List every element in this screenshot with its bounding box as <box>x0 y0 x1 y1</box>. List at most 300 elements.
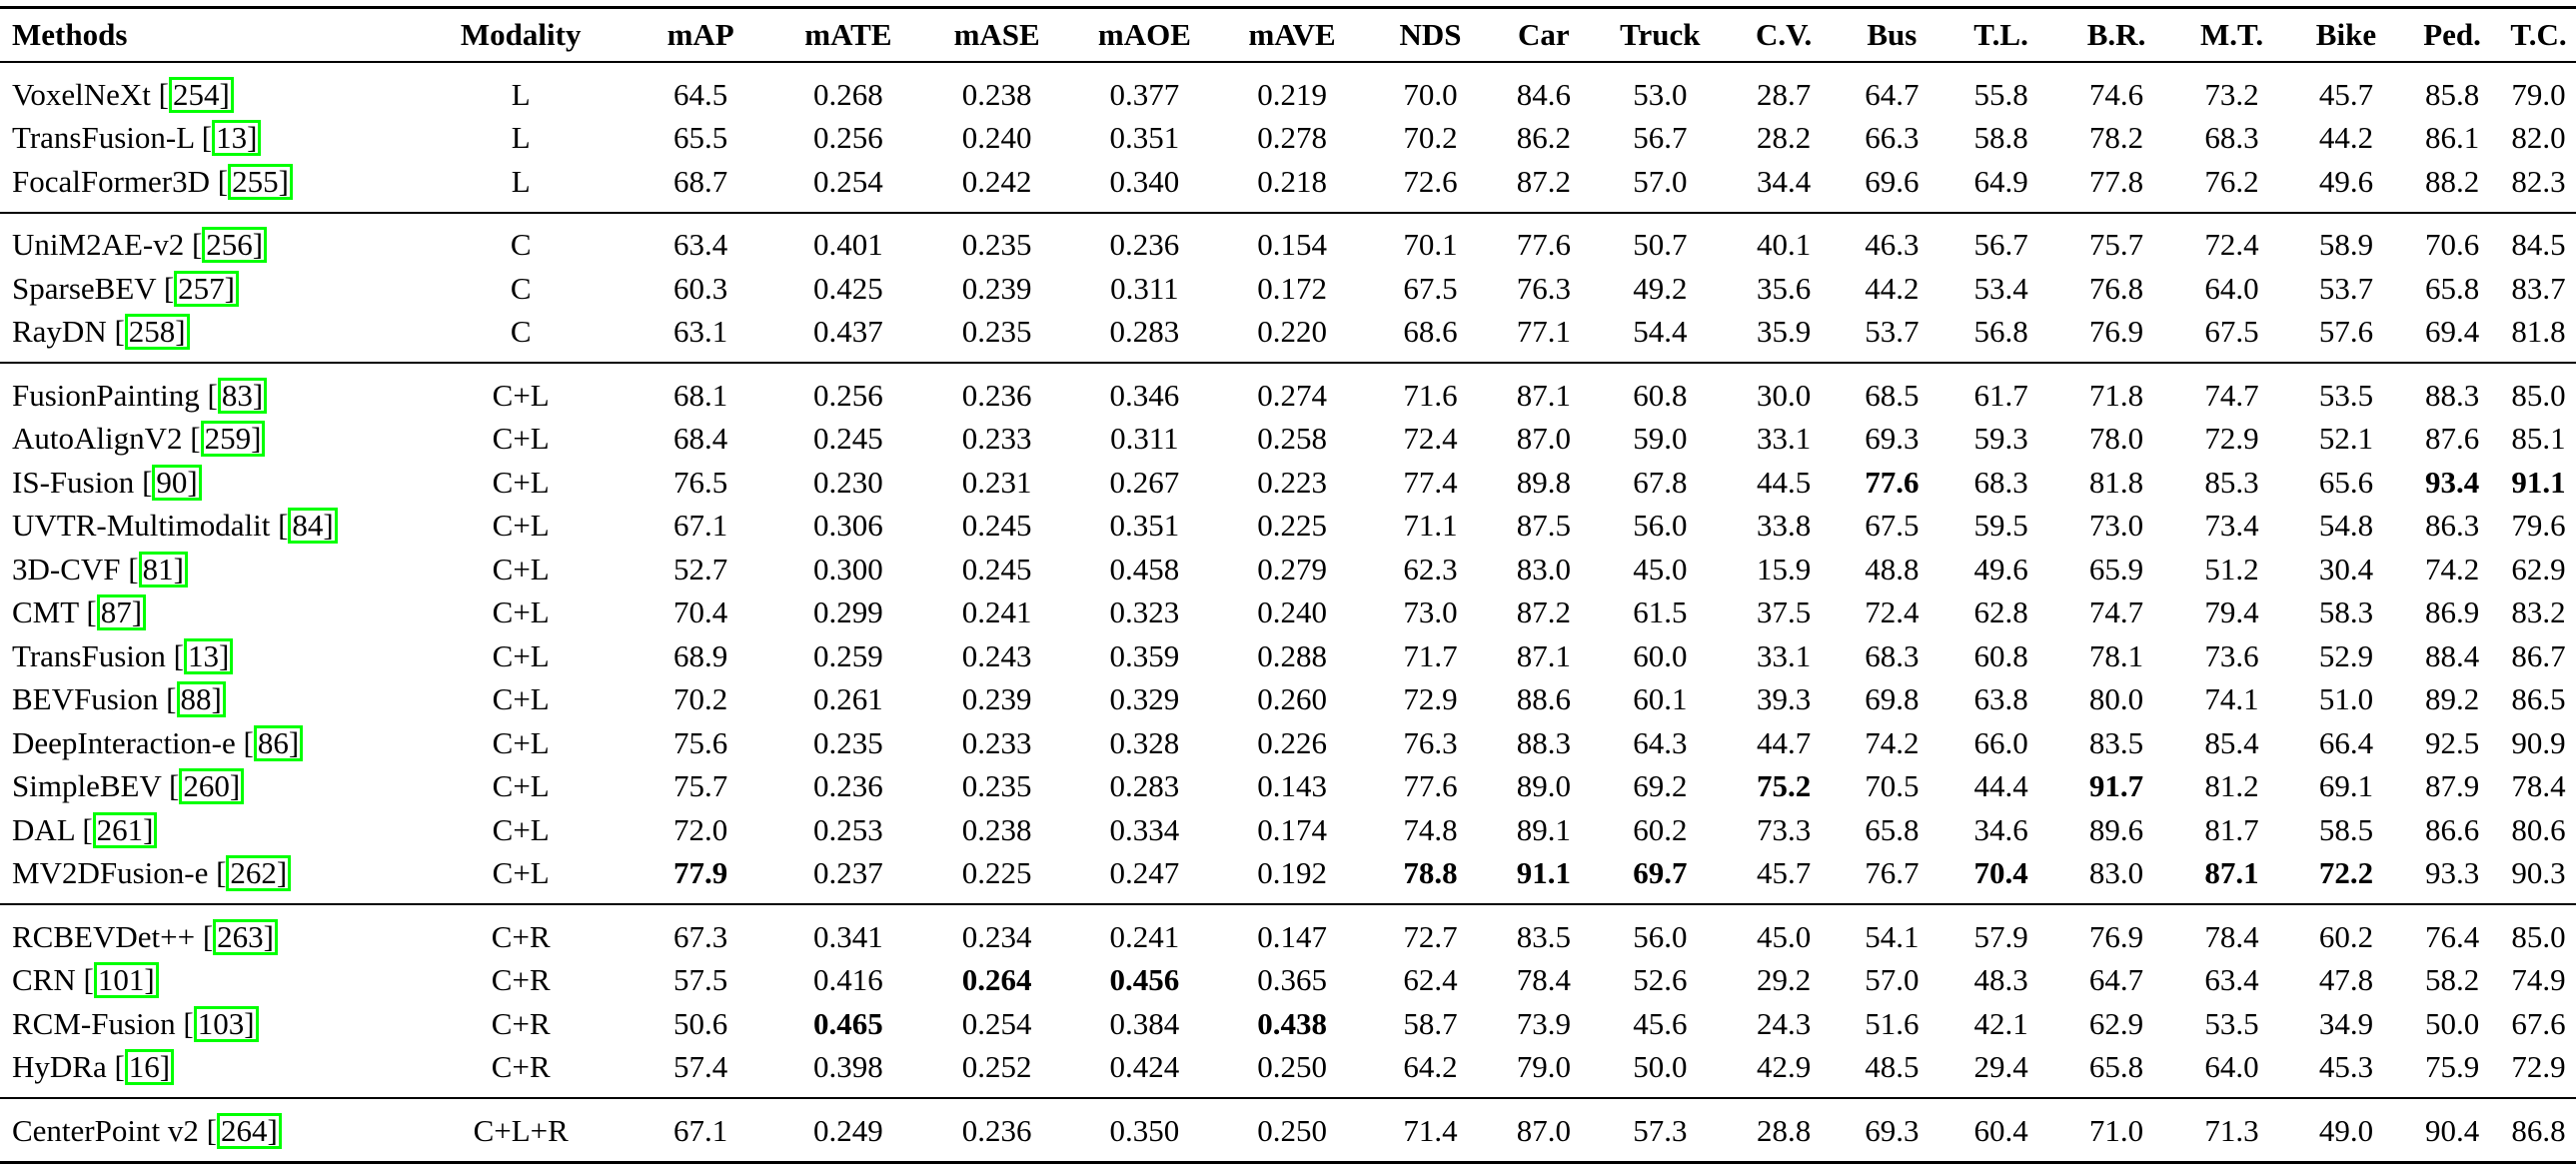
metric-cell-bus: 53.7 <box>1865 314 1920 350</box>
metric-cell-nds: 72.7 <box>1403 918 1458 954</box>
citation-link[interactable]: 259] <box>201 421 266 457</box>
metric-cell-b-r: 81.8 <box>2088 464 2144 500</box>
results-table <box>0 6 2576 1164</box>
metric-cell-c-v: 34.4 <box>1757 163 1812 199</box>
metric-cell-bus: 77.6 <box>1865 464 1920 500</box>
metric-cell-t-l: 57.9 <box>1973 918 2028 954</box>
metric-cell-car: 77.1 <box>1516 314 1571 350</box>
metric-cell-c-v: 44.7 <box>1757 724 1812 760</box>
column-header-bus: Bus <box>1867 17 1918 52</box>
metric-cell-mave: 0.278 <box>1257 120 1327 156</box>
metric-cell-t-l: 61.7 <box>1973 377 2028 413</box>
modality-cell: C+L <box>492 594 550 630</box>
table-row <box>0 363 2576 418</box>
metric-cell-truck: 57.3 <box>1633 1112 1688 1148</box>
citation-bracket: [ <box>202 918 214 954</box>
metric-cell-map: 70.4 <box>673 594 728 630</box>
metric-cell-truck: 67.8 <box>1633 464 1688 500</box>
metric-cell-maoe: 0.323 <box>1109 594 1180 630</box>
metric-cell-maoe: 0.377 <box>1109 76 1180 112</box>
metric-cell-car: 87.1 <box>1516 637 1571 673</box>
method-name: CenterPoint v2 <box>12 1112 199 1148</box>
metric-cell-mate: 0.230 <box>813 464 883 500</box>
metric-cell-map: 75.7 <box>673 768 728 804</box>
metric-cell-bus: 65.8 <box>1865 811 1920 847</box>
metric-cell-m-t: 73.4 <box>2204 508 2259 544</box>
metric-cell-t-c: 83.7 <box>2511 270 2566 306</box>
method-cell <box>0 1046 414 1099</box>
metric-cell-mave: 0.174 <box>1257 811 1327 847</box>
metric-cell-bus: 69.6 <box>1865 163 1920 199</box>
metric-cell-t-l: 56.8 <box>1973 314 2028 350</box>
column-header-car: Car <box>1518 17 1570 52</box>
citation-number: 84 <box>292 508 324 544</box>
metric-cell-maoe: 0.236 <box>1109 227 1180 263</box>
metric-cell-ped: 93.3 <box>2424 855 2480 891</box>
metric-cell-map: 68.7 <box>673 163 728 199</box>
citation-link[interactable]: 13] <box>184 638 233 674</box>
metric-cell-mave: 0.143 <box>1257 768 1327 804</box>
metric-cell-truck: 60.1 <box>1633 681 1688 717</box>
metric-cell-bike: 53.5 <box>2318 377 2374 413</box>
metric-cell-t-l: 56.7 <box>1973 227 2028 263</box>
citation-link[interactable]: 86] <box>254 725 303 761</box>
metric-cell-mase: 0.242 <box>961 163 1032 199</box>
citation-bracket: [ <box>82 811 93 847</box>
citation-bracket: [ <box>166 681 177 717</box>
citation-link[interactable]: 255] <box>228 164 293 200</box>
metric-cell-t-c: 67.6 <box>2511 1005 2566 1041</box>
metric-cell-mave: 0.274 <box>1257 377 1327 413</box>
citation-link[interactable]: 16] <box>125 1049 174 1085</box>
metric-cell-mave: 0.223 <box>1257 464 1327 500</box>
metric-cell-ped: 87.9 <box>2424 768 2480 804</box>
metric-cell-t-c: 74.9 <box>2511 962 2566 998</box>
metric-cell-c-v: 15.9 <box>1757 551 1812 586</box>
citation-bracket: [ <box>114 1049 125 1085</box>
metric-cell-mate: 0.259 <box>813 637 883 673</box>
citation-link[interactable]: 83] <box>218 378 267 414</box>
table-row <box>0 1046 2576 1099</box>
citation-link[interactable]: 260] <box>179 768 244 804</box>
method-cell <box>0 721 414 765</box>
metric-cell-mate: 0.425 <box>813 270 883 306</box>
metric-cell-nds: 71.7 <box>1403 637 1458 673</box>
citation-link[interactable]: 101] <box>94 962 159 998</box>
citation-number: 87 <box>100 594 132 630</box>
metric-cell-c-v: 40.1 <box>1757 227 1812 263</box>
citation-number: 88 <box>180 681 212 717</box>
metric-cell-truck: 45.6 <box>1633 1005 1688 1041</box>
metric-cell-t-c: 90.3 <box>2511 855 2566 891</box>
method-cell <box>0 678 414 722</box>
metric-cell-bike: 53.7 <box>2318 270 2374 306</box>
metric-cell-ped: 86.1 <box>2424 120 2480 156</box>
metric-cell-m-t: 63.4 <box>2204 962 2259 998</box>
metric-cell-truck: 61.5 <box>1633 594 1688 630</box>
metric-cell-mate: 0.341 <box>813 918 883 954</box>
column-header-mase: mASE <box>953 17 1040 52</box>
metric-cell-mase: 0.241 <box>961 594 1032 630</box>
metric-cell-ped: 69.4 <box>2424 314 2480 350</box>
method-cell <box>0 311 414 364</box>
citation-number: 254 <box>173 76 220 112</box>
metric-cell-ped: 88.2 <box>2424 163 2480 199</box>
metric-cell-t-l: 63.8 <box>1973 681 2028 717</box>
method-cell <box>0 904 414 959</box>
citation-bracket: [ <box>86 594 97 630</box>
metric-cell-car: 89.1 <box>1516 811 1571 847</box>
citation-number: 101 <box>97 962 145 998</box>
citation-link[interactable]: 264] <box>217 1113 282 1149</box>
modality-cell: C+L <box>492 508 550 544</box>
metric-cell-maoe: 0.424 <box>1109 1049 1180 1085</box>
metric-cell-bike: 57.6 <box>2318 314 2374 350</box>
table-row <box>0 505 2576 549</box>
metric-cell-b-r: 76.8 <box>2088 270 2144 306</box>
metric-cell-mase: 0.236 <box>961 377 1032 413</box>
metric-cell-c-v: 30.0 <box>1757 377 1812 413</box>
metric-cell-truck: 60.2 <box>1633 811 1688 847</box>
method-cell <box>0 505 414 549</box>
method-name: RCBEVDet++ <box>12 918 196 954</box>
metric-cell-m-t: 71.3 <box>2204 1112 2259 1148</box>
metric-cell-ped: 87.6 <box>2424 421 2480 457</box>
metric-cell-t-c: 79.6 <box>2511 508 2566 544</box>
method-name: TransFusion-L <box>12 120 195 156</box>
column-header-map: mAP <box>666 17 734 52</box>
citation-bracket: [ <box>206 1112 217 1148</box>
metric-cell-car: 78.4 <box>1516 962 1571 998</box>
metric-cell-bike: 52.1 <box>2318 421 2374 457</box>
metric-cell-nds: 74.8 <box>1403 811 1458 847</box>
metric-cell-truck: 52.6 <box>1633 962 1688 998</box>
citation-link[interactable]: 81] <box>139 552 188 587</box>
metric-cell-b-r: 77.8 <box>2088 163 2144 199</box>
metric-cell-mate: 0.237 <box>813 855 883 891</box>
metric-cell-truck: 50.0 <box>1633 1049 1688 1085</box>
metric-cell-truck: 69.7 <box>1633 855 1688 891</box>
metric-cell-mase: 0.235 <box>961 227 1032 263</box>
metric-cell-m-t: 74.7 <box>2204 377 2259 413</box>
metric-cell-truck: 57.0 <box>1633 163 1688 199</box>
metric-cell-m-t: 78.4 <box>2204 918 2259 954</box>
citation-number: 258 <box>128 314 176 350</box>
table-row <box>0 721 2576 765</box>
metric-cell-ped: 93.4 <box>2424 464 2480 500</box>
metric-cell-nds: 64.2 <box>1403 1049 1458 1085</box>
metric-cell-c-v: 29.2 <box>1757 962 1812 998</box>
metric-cell-c-v: 73.3 <box>1757 811 1812 847</box>
metric-cell-mave: 0.240 <box>1257 594 1327 630</box>
metric-cell-mate: 0.236 <box>813 768 883 804</box>
metric-cell-maoe: 0.350 <box>1109 1112 1180 1148</box>
metric-cell-mase: 0.234 <box>961 918 1032 954</box>
citation-link[interactable]: 261] <box>93 812 158 848</box>
metric-cell-nds: 71.1 <box>1403 508 1458 544</box>
citation-bracket: [ <box>216 855 227 891</box>
citation-link[interactable]: 256] <box>202 227 267 263</box>
metric-cell-bus: 51.6 <box>1865 1005 1920 1041</box>
metric-cell-bus: 69.3 <box>1865 1112 1920 1148</box>
metric-cell-t-l: 48.3 <box>1973 962 2028 998</box>
citation-number: 86 <box>257 724 289 760</box>
metric-cell-mate: 0.261 <box>813 681 883 717</box>
modality-cell: C+R <box>491 1049 551 1085</box>
metric-cell-mase: 0.252 <box>961 1049 1032 1085</box>
metric-cell-maoe: 0.334 <box>1109 811 1180 847</box>
metric-cell-c-v: 42.9 <box>1757 1049 1812 1085</box>
metric-cell-bus: 54.1 <box>1865 918 1920 954</box>
method-cell <box>0 117 414 161</box>
metric-cell-mase: 0.231 <box>961 464 1032 500</box>
column-header-methods: Methods <box>12 17 128 52</box>
metric-cell-m-t: 73.6 <box>2204 637 2259 673</box>
method-cell <box>0 418 414 462</box>
citation-number: 81 <box>142 551 174 586</box>
method-name: IS-Fusion <box>12 464 135 500</box>
method-cell <box>0 62 414 117</box>
metric-cell-nds: 76.3 <box>1403 724 1458 760</box>
metric-cell-nds: 77.4 <box>1403 464 1458 500</box>
citation-link[interactable]: 13] <box>212 120 261 156</box>
citation-number: 260 <box>183 768 230 804</box>
metric-cell-car: 88.6 <box>1516 681 1571 717</box>
citation-number: 16 <box>128 1049 160 1085</box>
metric-cell-b-r: 80.0 <box>2088 681 2144 717</box>
metric-cell-b-r: 76.9 <box>2088 918 2144 954</box>
metric-cell-t-l: 49.6 <box>1973 551 2028 586</box>
table-row <box>0 213 2576 268</box>
metric-cell-car: 76.3 <box>1516 270 1571 306</box>
metric-cell-map: 64.5 <box>673 76 728 112</box>
metric-cell-maoe: 0.340 <box>1109 163 1180 199</box>
metric-cell-maoe: 0.351 <box>1109 508 1180 544</box>
method-name: 3D-CVF <box>12 551 121 586</box>
column-header-b-r: B.R. <box>2086 17 2146 52</box>
metric-cell-nds: 70.1 <box>1403 227 1458 263</box>
metric-cell-mase: 0.238 <box>961 76 1032 112</box>
citation-bracket: [ <box>163 270 175 306</box>
method-name: RCM-Fusion <box>12 1005 176 1041</box>
metric-cell-bike: 58.3 <box>2318 594 2374 630</box>
metric-cell-truck: 56.0 <box>1633 508 1688 544</box>
metric-cell-ped: 85.8 <box>2424 76 2480 112</box>
metric-cell-t-c: 62.9 <box>2511 551 2566 586</box>
metric-cell-t-c: 78.4 <box>2511 768 2566 804</box>
metric-cell-nds: 58.7 <box>1403 1005 1458 1041</box>
metric-cell-car: 73.9 <box>1516 1005 1571 1041</box>
citation-link[interactable]: 257] <box>174 271 239 307</box>
metric-cell-car: 87.0 <box>1516 421 1571 457</box>
column-header-modality: Modality <box>460 17 582 52</box>
metric-cell-c-v: 45.7 <box>1757 855 1812 891</box>
metric-cell-ped: 88.3 <box>2424 377 2480 413</box>
metric-cell-maoe: 0.283 <box>1109 768 1180 804</box>
citation-link[interactable]: 88] <box>177 681 226 717</box>
metric-cell-bus: 76.7 <box>1865 855 1920 891</box>
metric-cell-bike: 58.5 <box>2318 811 2374 847</box>
metric-cell-nds: 73.0 <box>1403 594 1458 630</box>
metric-cell-mate: 0.256 <box>813 377 883 413</box>
metric-cell-car: 87.0 <box>1516 1112 1571 1148</box>
metric-cell-mase: 0.245 <box>961 551 1032 586</box>
metric-cell-mave: 0.250 <box>1257 1049 1327 1085</box>
metric-cell-t-c: 83.2 <box>2511 594 2566 630</box>
metric-cell-b-r: 62.9 <box>2088 1005 2144 1041</box>
metric-cell-mase: 0.264 <box>961 962 1032 998</box>
metric-cell-m-t: 64.0 <box>2204 1049 2259 1085</box>
metric-cell-b-r: 75.7 <box>2088 227 2144 263</box>
metric-cell-ped: 76.4 <box>2424 918 2480 954</box>
metric-cell-m-t: 85.3 <box>2204 464 2259 500</box>
modality-cell: C <box>510 227 532 263</box>
metric-cell-t-c: 85.0 <box>2511 377 2566 413</box>
metric-cell-c-v: 28.8 <box>1757 1112 1812 1148</box>
method-cell <box>0 461 414 505</box>
metric-cell-truck: 64.3 <box>1633 724 1688 760</box>
metric-cell-map: 75.6 <box>673 724 728 760</box>
table-row <box>0 62 2576 117</box>
metric-cell-map: 52.7 <box>673 551 728 586</box>
metric-cell-nds: 71.6 <box>1403 377 1458 413</box>
metric-cell-truck: 49.2 <box>1633 270 1688 306</box>
metric-cell-mave: 0.365 <box>1257 962 1327 998</box>
citation-number: 257 <box>178 270 225 306</box>
metric-cell-t-c: 81.8 <box>2511 314 2566 350</box>
method-name: CRN <box>12 962 76 998</box>
metric-cell-map: 63.4 <box>673 227 728 263</box>
metric-cell-m-t: 79.4 <box>2204 594 2259 630</box>
metric-cell-bus: 48.5 <box>1865 1049 1920 1085</box>
metric-cell-c-v: 35.9 <box>1757 314 1812 350</box>
metric-cell-car: 91.1 <box>1516 855 1571 891</box>
metric-cell-map: 68.9 <box>673 637 728 673</box>
citation-number: 263 <box>217 918 264 954</box>
citation-link[interactable]: 87] <box>97 594 146 630</box>
metric-cell-m-t: 68.3 <box>2204 120 2259 156</box>
metric-cell-mave: 0.192 <box>1257 855 1327 891</box>
metric-cell-mate: 0.245 <box>813 421 883 457</box>
citation-link[interactable]: 263] <box>213 919 278 955</box>
metric-cell-m-t: 72.9 <box>2204 421 2259 457</box>
table-row <box>0 765 2576 809</box>
citation-bracket: [ <box>278 508 289 544</box>
metric-cell-c-v: 45.0 <box>1757 918 1812 954</box>
metric-cell-mave: 0.260 <box>1257 681 1327 717</box>
metric-cell-m-t: 87.1 <box>2204 855 2259 891</box>
method-cell <box>0 1002 414 1046</box>
metric-cell-car: 83.0 <box>1516 551 1571 586</box>
metric-cell-m-t: 67.5 <box>2204 314 2259 350</box>
metric-cell-m-t: 76.2 <box>2204 163 2259 199</box>
metric-cell-ped: 90.4 <box>2424 1112 2480 1148</box>
modality-cell: C+R <box>491 1005 551 1041</box>
metric-cell-b-r: 65.8 <box>2088 1049 2144 1085</box>
table-row <box>0 311 2576 364</box>
metric-cell-mase: 0.225 <box>961 855 1032 891</box>
table-row <box>0 852 2576 905</box>
metric-cell-nds: 68.6 <box>1403 314 1458 350</box>
metric-cell-t-c: 86.8 <box>2511 1112 2566 1148</box>
metric-cell-b-r: 71.8 <box>2088 377 2144 413</box>
metric-cell-map: 77.9 <box>673 855 728 891</box>
metric-cell-bike: 58.9 <box>2318 227 2374 263</box>
method-name: DAL <box>12 811 75 847</box>
metric-cell-maoe: 0.283 <box>1109 314 1180 350</box>
citation-number: 103 <box>197 1005 245 1041</box>
metric-cell-map: 57.4 <box>673 1049 728 1085</box>
metric-cell-t-l: 59.5 <box>1973 508 2028 544</box>
metric-cell-car: 86.2 <box>1516 120 1571 156</box>
method-cell <box>0 548 414 591</box>
metric-cell-nds: 72.4 <box>1403 421 1458 457</box>
metric-cell-mave: 0.225 <box>1257 508 1327 544</box>
table-row <box>0 461 2576 505</box>
metric-cell-b-r: 78.2 <box>2088 120 2144 156</box>
table-row <box>0 591 2576 635</box>
metric-cell-mate: 0.401 <box>813 227 883 263</box>
citation-bracket: [ <box>191 227 203 263</box>
metric-cell-mase: 0.254 <box>961 1005 1032 1041</box>
citation-bracket: [ <box>128 551 139 586</box>
metric-cell-mase: 0.239 <box>961 270 1032 306</box>
citation-link[interactable]: 258] <box>125 314 190 350</box>
metric-cell-ped: 58.2 <box>2424 962 2480 998</box>
citation-number: 256 <box>206 227 253 263</box>
modality-cell: C+L <box>492 551 550 586</box>
metric-cell-map: 70.2 <box>673 681 728 717</box>
metric-cell-car: 77.6 <box>1516 227 1571 263</box>
method-cell <box>0 1098 414 1162</box>
table-row <box>0 117 2576 161</box>
metric-cell-c-v: 37.5 <box>1757 594 1812 630</box>
metric-cell-maoe: 0.384 <box>1109 1005 1180 1041</box>
citation-bracket: [ <box>158 76 169 112</box>
metric-cell-maoe: 0.456 <box>1109 962 1180 998</box>
citation-bracket: [ <box>217 163 229 199</box>
metric-cell-bike: 45.3 <box>2318 1049 2374 1085</box>
metric-cell-bus: 44.2 <box>1865 270 1920 306</box>
modality-cell: L <box>511 163 531 199</box>
metric-cell-mase: 0.245 <box>961 508 1032 544</box>
column-header-maoe: mAOE <box>1097 17 1191 52</box>
metric-cell-mave: 0.258 <box>1257 421 1327 457</box>
method-name: SimpleBEV <box>12 768 162 804</box>
metric-cell-t-c: 82.3 <box>2511 163 2566 199</box>
metric-cell-bike: 51.0 <box>2318 681 2374 717</box>
metric-cell-b-r: 73.0 <box>2088 508 2144 544</box>
method-name: FusionPainting <box>12 377 200 413</box>
metric-cell-map: 67.1 <box>673 508 728 544</box>
metric-cell-mase: 0.238 <box>961 811 1032 847</box>
method-cell <box>0 160 414 213</box>
metric-cell-t-l: 64.9 <box>1973 163 2028 199</box>
citation-link[interactable]: 262] <box>226 855 291 891</box>
table-row <box>0 1002 2576 1046</box>
citation-link[interactable]: 84] <box>288 508 337 544</box>
citation-link[interactable]: 103] <box>194 1006 259 1042</box>
metric-cell-t-c: 84.5 <box>2511 227 2566 263</box>
metric-cell-map: 50.6 <box>673 1005 728 1041</box>
metric-cell-t-l: 34.6 <box>1973 811 2028 847</box>
metric-cell-mate: 0.256 <box>813 120 883 156</box>
metric-cell-mave: 0.218 <box>1257 163 1327 199</box>
citation-number: 255 <box>232 163 279 199</box>
metric-cell-maoe: 0.346 <box>1109 377 1180 413</box>
citation-link[interactable]: 90] <box>152 465 201 501</box>
citation-link[interactable]: 254] <box>169 77 234 113</box>
